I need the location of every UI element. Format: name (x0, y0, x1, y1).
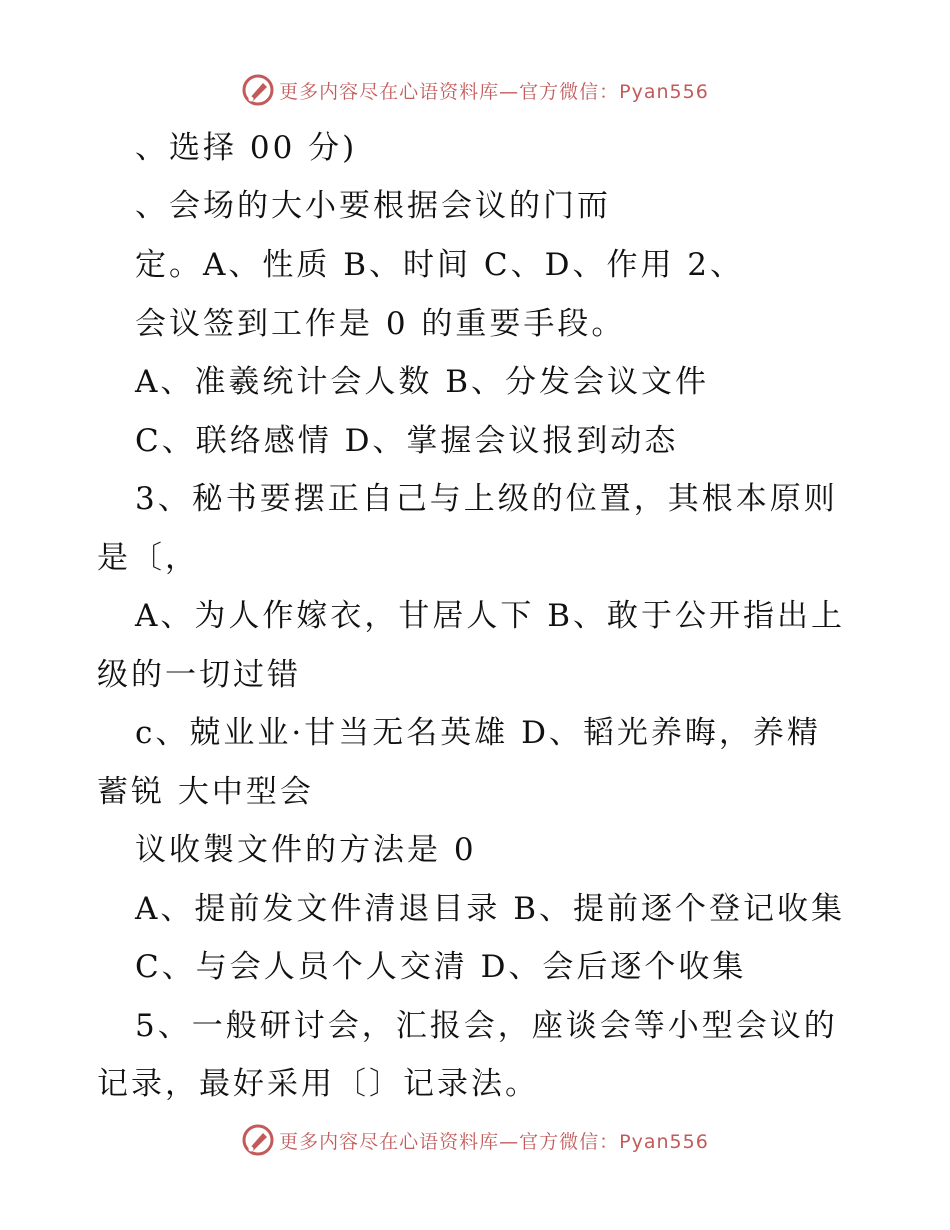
text-line: 定。A、性质 B、时间 C、D、作用 2、 (135, 247, 745, 283)
text-line: 3、秘书要摆正自己与上级的位置，其根本原则 (135, 481, 838, 517)
text-line: 、会场的大小要根据会议的门而 (135, 188, 611, 224)
footer-watermark (0, 1120, 950, 1160)
watermark-id: Pyan556 (619, 1130, 709, 1153)
text-line: C、与会人员个人交清 D、会后逐个收集 (135, 949, 747, 985)
watermark-text: 更多内容尽在心语资料库—官方微信：Pyan556 (279, 80, 709, 103)
text-line: 议收製文件的方法是 0 (135, 832, 477, 868)
text-line: 会议签到工作是 0 的重要手段。 (135, 306, 626, 342)
text-line: 级的一切过错 (97, 657, 301, 693)
text-line: 蓄锐 大中型会 (97, 774, 314, 810)
watermark-text: 更多内容尽在心语资料库—官方微信：Pyan556 (279, 1130, 709, 1153)
pen-seal-icon (241, 1123, 275, 1157)
text-line: A、提前发文件清退目录 B、提前逐个登记收集 (135, 891, 846, 927)
text-line: 、选择 00 分) (135, 130, 358, 166)
text-line: A、准羲统计会人数 B、分发会议文件 (135, 364, 710, 400)
text-line: c、兢业业·甘当无名英雄 D、韬光养晦，养精 (135, 715, 821, 751)
text-line: C、联络感情 D、掌握会议报到动态 (135, 423, 679, 459)
text-line: A、为人作嫁衣，甘居人下 B、敢于公开指出上 (135, 598, 846, 634)
watermark-id: Pyan556 (619, 80, 709, 103)
text-line: 记录，最好采用〔〕记录法。 (97, 1066, 539, 1102)
text-line: 5、一般研讨会，汇报会，座谈会等小型会议的 (135, 1008, 838, 1044)
text-line: 是〔， (97, 540, 199, 576)
